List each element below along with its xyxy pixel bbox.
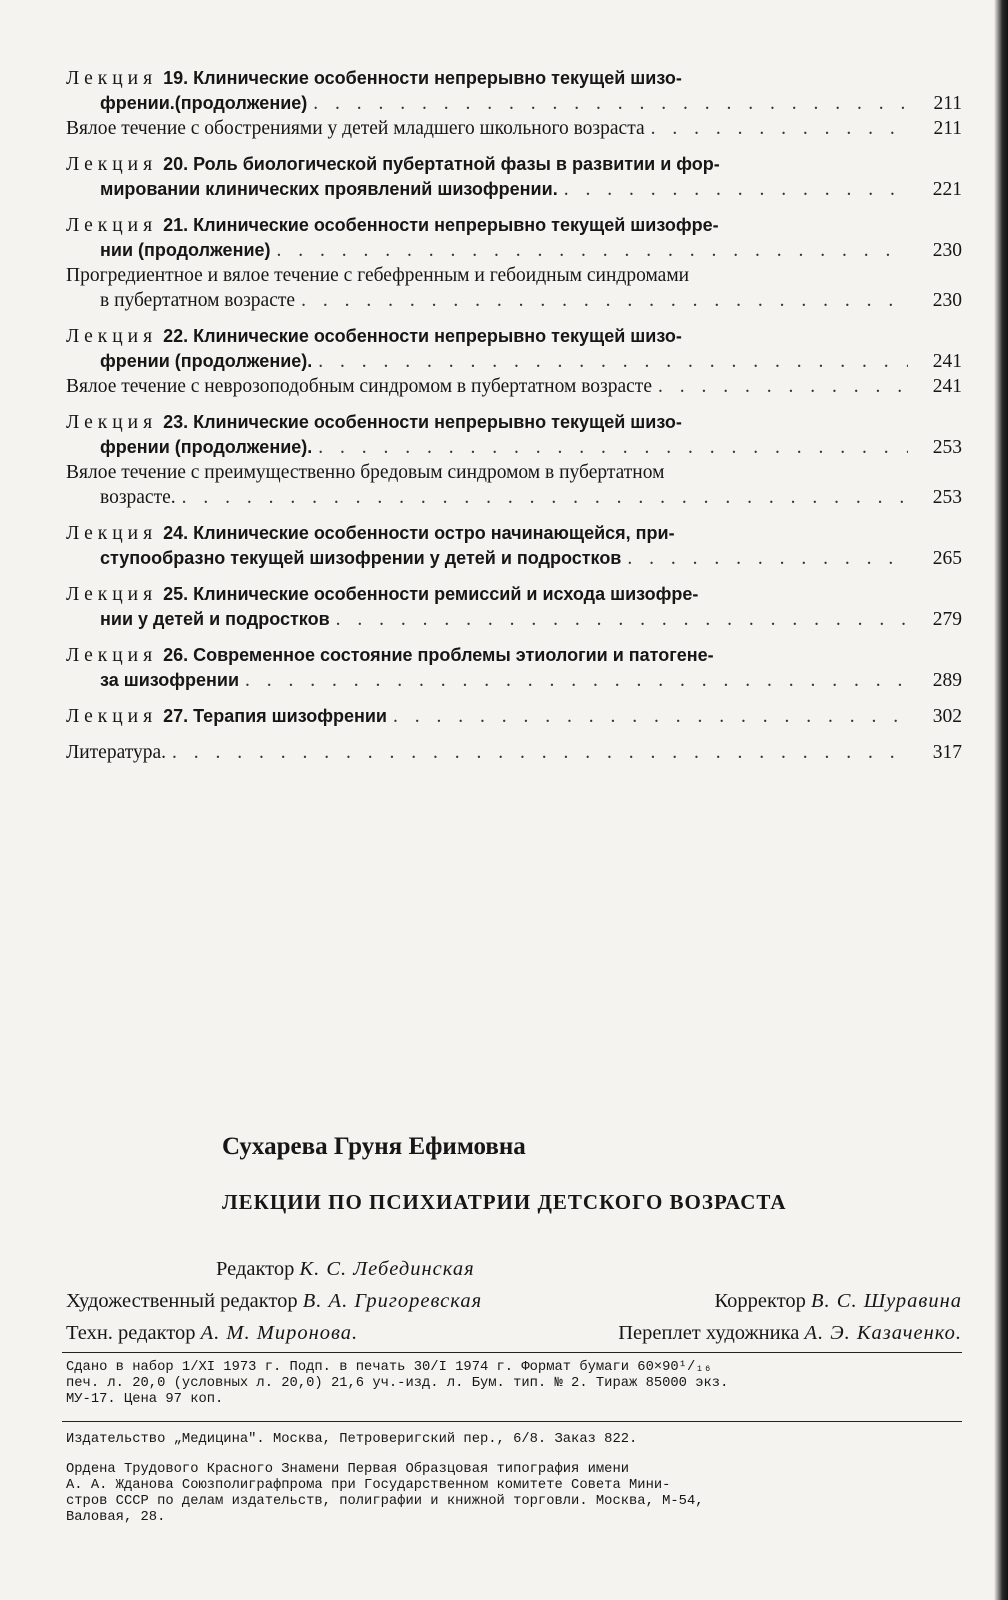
toc-title: ступообразно текущей шизофрении у детей и подростков (100, 548, 622, 568)
tech-editor-label: Техн. редактор (66, 1322, 196, 1344)
toc-title: Литература. (66, 742, 167, 763)
toc-title: нии (продолжение) (100, 240, 271, 260)
lecture-label: Лекция (66, 215, 158, 236)
toc-line (66, 152, 962, 177)
toc-line (66, 435, 962, 460)
toc-entry (66, 704, 962, 729)
toc-entry (66, 66, 962, 116)
editor-label: Редактор (216, 1258, 295, 1280)
dot-leader (651, 116, 908, 141)
toc-line (66, 116, 962, 141)
page-edge-shadow (994, 0, 1008, 1600)
page-number: 265 (932, 548, 962, 569)
imprint-line: Издательство „Медицина". Москва, Петроверигский пер., 6/8. Заказ 822. (66, 1432, 638, 1447)
dot-leader (182, 485, 908, 510)
page-number: 302 (932, 706, 962, 727)
toc-line (66, 324, 962, 349)
dot-leader (277, 238, 908, 263)
toc-line (66, 91, 962, 116)
toc-entry (66, 643, 962, 693)
toc-entry (66, 521, 962, 571)
lecture-label: Лекция (66, 645, 158, 666)
page-number: 279 (932, 609, 962, 630)
lecture-label: Лекция (66, 154, 158, 175)
toc-entry (66, 582, 962, 632)
toc-line (66, 238, 962, 263)
dot-leader (172, 740, 908, 765)
imprint-printer (66, 1462, 962, 1526)
toc-title: 22. Клинические особенности непрерывно текущей шизо- (163, 326, 682, 346)
cover-label: Переплет художника (618, 1322, 800, 1344)
lecture-label: Лекция (66, 706, 158, 727)
toc-line (66, 704, 962, 729)
toc-entry (66, 374, 962, 399)
page-number: 230 (932, 290, 962, 311)
imprint-publisher (66, 1432, 962, 1448)
divider-rule (62, 1352, 962, 1353)
toc-line (66, 582, 962, 607)
toc-line (66, 521, 962, 546)
cover-name: А. Э. Казаченко. (804, 1322, 962, 1344)
toc-title: мировании клинических проявлений шизофрении. (100, 179, 558, 199)
page-number: 241 (932, 376, 962, 397)
toc-title: возрасте. (100, 487, 176, 508)
page-number: 211 (933, 118, 962, 139)
dot-leader (301, 288, 908, 313)
page-number: 253 (932, 437, 962, 458)
lecture-label: Лекция (66, 584, 158, 605)
toc-line (66, 668, 962, 693)
toc-title: френии.(продолжение) (100, 93, 308, 113)
lecture-label: Лекция (66, 412, 158, 433)
toc-title: 25. Клинические особенности ремиссий и исхода шизофре- (163, 584, 699, 604)
dot-leader (318, 349, 908, 374)
toc-title: 23. Клинические особенности непрерывно текущей шизо- (163, 412, 682, 432)
editor-name: К. С. Лебединская (299, 1258, 475, 1280)
toc-line (66, 66, 962, 91)
dot-leader (627, 546, 908, 571)
toc-title: френии (продолжение). (100, 351, 313, 371)
toc-line (66, 349, 962, 374)
toc-entry (66, 152, 962, 202)
imprint-line: стров СССР по делам издательств, полиграфии и книжной торговли. Москва, М-54, (66, 1494, 704, 1509)
toc-line (66, 177, 962, 202)
toc-line (66, 460, 962, 485)
page-number: 241 (932, 351, 962, 372)
toc-title: 26. Современное состояние проблемы этиологии и патогене- (163, 645, 714, 665)
toc-title: 21. Клинические особенности непрерывно текущей шизофре- (163, 215, 719, 235)
toc-line (66, 410, 962, 435)
toc-entry (66, 410, 962, 460)
toc-entry (66, 116, 962, 141)
toc-title: Вялое течение с неврозоподобным синдромом в пубертатном возрасте (66, 376, 652, 397)
dot-leader (313, 91, 908, 116)
toc-title: в пубертатном возрасте (100, 290, 296, 311)
imprint-line: А. А. Жданова Союзполиграфпрома при Государственном комитете Совета Мини- (66, 1478, 671, 1493)
lecture-label: Лекция (66, 326, 158, 347)
corrector-label: Корректор (714, 1290, 806, 1312)
toc-entry (66, 460, 962, 510)
toc-title: нии у детей и подростков (100, 609, 330, 629)
lecture-label: Лекция (66, 523, 158, 544)
toc-line (66, 485, 962, 510)
toc-line (66, 374, 962, 399)
author-name: Сухарева Груня Ефимовна (222, 1133, 526, 1160)
tech-editor-line (66, 1320, 962, 1346)
imprint-print-details (66, 1360, 962, 1408)
dot-leader (564, 177, 908, 202)
dot-leader (658, 374, 908, 399)
toc-title: Прогредиентное и вялое течение с гебефренным и гебоидным синдромами (66, 265, 690, 286)
tech-editor-name: А. М. Миронова. (200, 1322, 359, 1344)
toc-title: Вялое течение с преимущественно бредовым синдромом в пубертатном (66, 462, 665, 483)
imprint-line: МУ-17. Цена 97 коп. (66, 1392, 224, 1407)
toc-title: Вялое течение с обострениями у детей младшего школьного возраста (66, 118, 645, 139)
page-number: 221 (932, 179, 962, 200)
art-editor-name: В. А. Григоревская (302, 1290, 483, 1312)
toc-title: 27. Терапия шизофрении (163, 706, 387, 726)
lecture-label: Лекция (66, 68, 158, 89)
toc-title: френии (продолжение). (100, 437, 313, 457)
imprint-line: Сдано в набор 1/XI 1973 г. Подп. в печать 30/I 1974 г. Формат бумаги 60×90¹/₁₆ (66, 1360, 712, 1375)
toc-line (66, 263, 962, 288)
dot-leader (245, 668, 908, 693)
toc-title: 24. Клинические особенности остро начинающейся, при- (163, 523, 675, 543)
dot-leader (336, 607, 908, 632)
page-number: 253 (932, 487, 962, 508)
toc-line (66, 643, 962, 668)
toc-entry (66, 740, 962, 765)
toc-line (66, 607, 962, 632)
toc-title: 20. Роль биологической пубертатной фазы в развитии и фор- (163, 154, 720, 174)
art-editor-label: Художественный редактор (66, 1290, 298, 1312)
toc-line (66, 740, 962, 765)
toc-line (66, 288, 962, 313)
toc-entry (66, 213, 962, 263)
toc-entry (66, 324, 962, 374)
dot-leader (318, 435, 908, 460)
toc-entry (66, 263, 962, 313)
art-editor-line (66, 1288, 962, 1314)
toc-title: 19. Клинические особенности непрерывно текущей шизо- (163, 68, 682, 88)
book-title: ЛЕКЦИИ ПО ПСИХИАТРИИ ДЕТСКОГО ВОЗРАСТА (222, 1190, 787, 1214)
divider-rule (62, 1421, 962, 1422)
corrector-name: В. С. Шуравина (811, 1290, 962, 1312)
toc-line (66, 213, 962, 238)
toc-title: за шизофрении (100, 670, 240, 690)
page-number: 230 (932, 240, 962, 261)
toc-line (66, 546, 962, 571)
page-number: 317 (932, 742, 962, 763)
page-number: 289 (932, 670, 962, 691)
page-number: 211 (933, 93, 962, 114)
dot-leader (393, 704, 908, 729)
table-of-contents (66, 66, 962, 765)
imprint-line: Ордена Трудового Красного Знамени Первая Образцовая типография имени (66, 1462, 630, 1477)
editor-line (66, 1256, 962, 1282)
imprint-line: печ. л. 20,0 (условных л. 20,0) 21,6 уч.-изд. л. Бум. тип. № 2. Тираж 85000 экз. (66, 1376, 729, 1391)
imprint-line: Валовая, 28. (66, 1510, 166, 1525)
